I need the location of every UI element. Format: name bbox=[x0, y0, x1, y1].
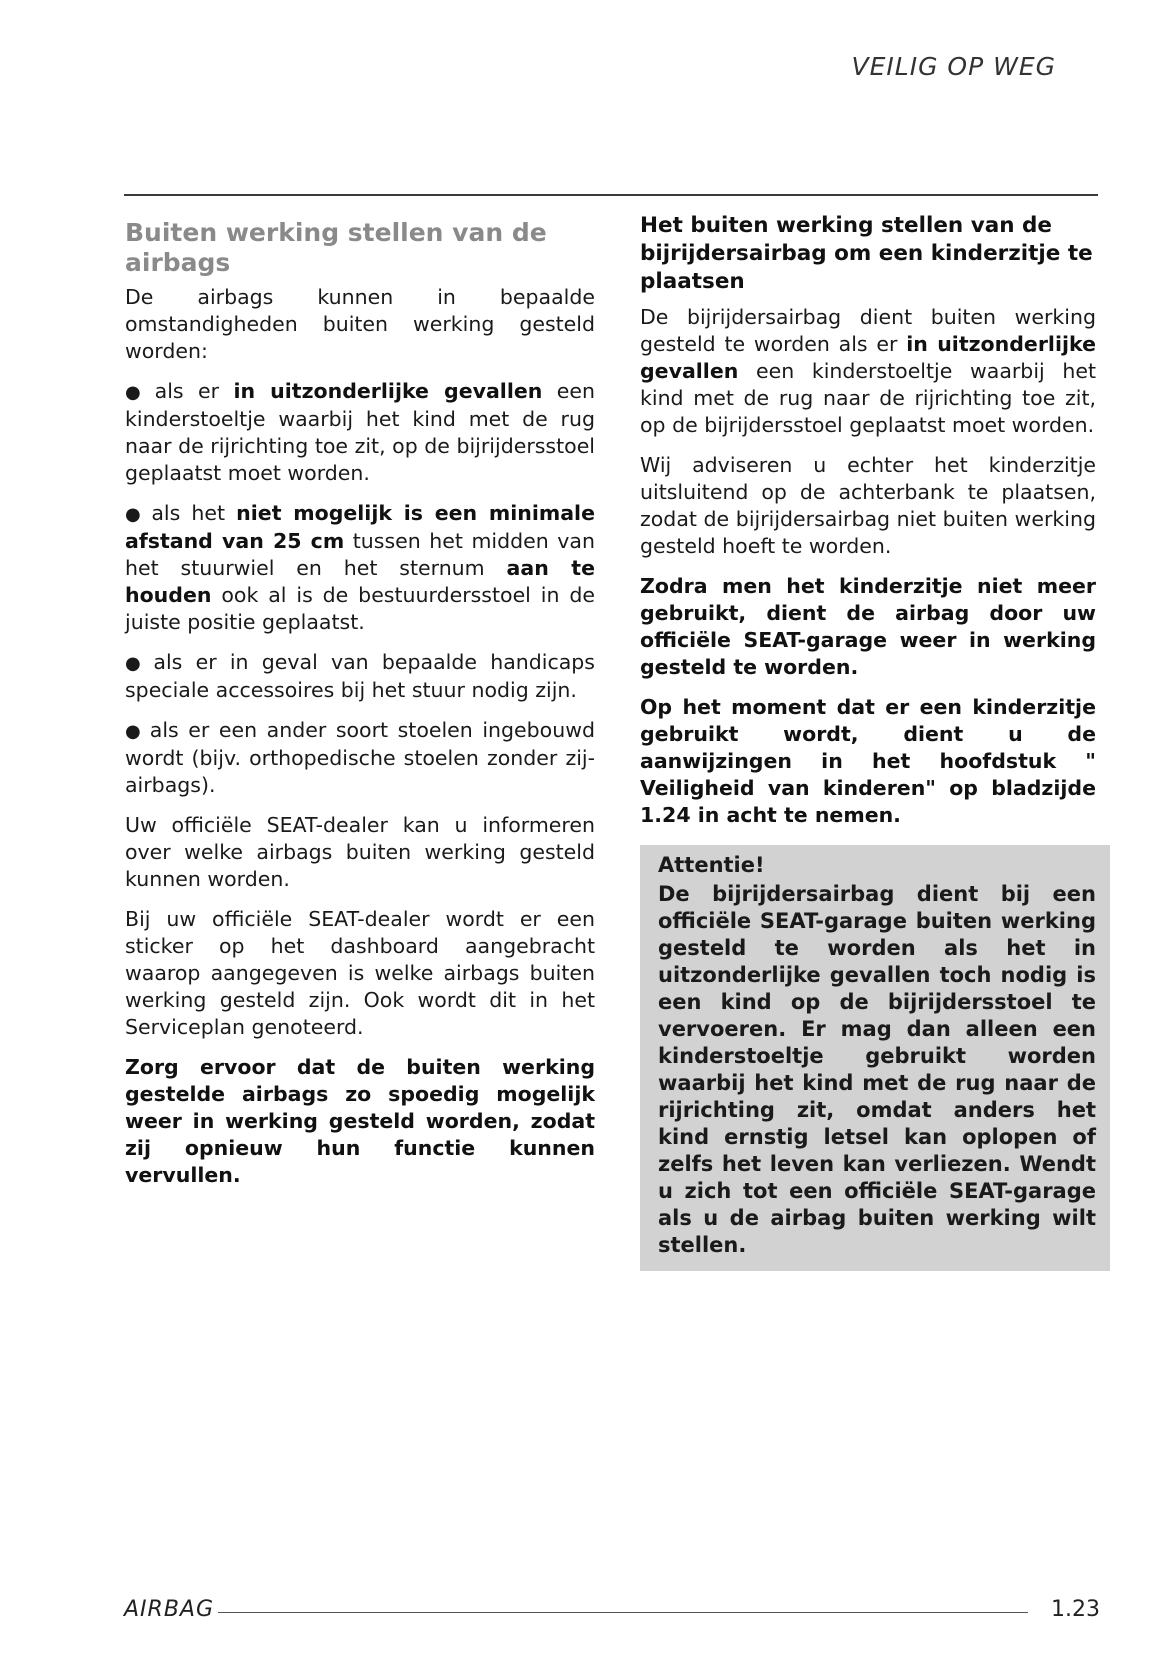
sticker-paragraph: Bij uw officiële SEAT-dealer wordt er een sticker op het dashboard aangebracht waarop aangegeven is welke airbags buiten werking gesteld zijn. Ook wordt dit in het Serviceplan genoteerd. bbox=[125, 907, 595, 1039]
footer-section: AIRBAG bbox=[124, 1597, 215, 1622]
warning-text: De bijrijdersairbag dient bij een officiële SEAT-garage buiten werking gesteld te worden als het in uitzonderlijke gevallen toch nodig is een kind op de bijrijdersstoel te vervoeren. Er mag dan alleen een kinderstoeltje gebruikt worden waarbij het kind met de rug naar de rijrichting zit, omdat anders het kind ernstig letsel kan oplopen of zelfs het leven kan verliezen. Wendt u zich tot een officiële SEAT-garage als u de airbag buiten werking wilt stellen. bbox=[658, 882, 1096, 1257]
subsection-title: Het buiten werking stellen van de bijrijdersairbag om een kinderzitje te plaatsen bbox=[640, 213, 1093, 294]
footer-rule bbox=[218, 1612, 1028, 1613]
bullet-item-2: ● als het niet mogelijk is een minimale afstand van 25 cm tussen het midden van het stuurwiel en het sternum aan te houden ook al is de bestuurdersstoel in de juiste positie geplaatst. bbox=[125, 501, 595, 634]
reactivate-paragraph: Zorg ervoor dat de buiten werking gestelde airbags zo spoedig mogelijk weer in werking gesteld worden, zodat zij opnieuw hun functie kunnen vervullen. bbox=[125, 1055, 595, 1187]
warning-box bbox=[640, 845, 1110, 1271]
page-footer bbox=[124, 1597, 1100, 1627]
reactivate-garage-paragraph: Zodra men het kinderzitje niet meer gebruikt, dient de airbag door uw officiële SEAT-garage weer in werking gesteld te worden. bbox=[640, 574, 1096, 679]
bullet-item-1: ● als er in uitzonderlijke gevallen een kinderstoeltje waarbij het kind met de rug naar de rijrichting toe zit, op de bijrijdersstoel geplaatst moet worden. bbox=[125, 379, 596, 485]
page-number: 1.23 bbox=[1051, 1597, 1100, 1622]
bullet-icon: ● bbox=[125, 382, 149, 403]
bullet-item-3: ● als er in geval van bepaalde handicaps speciale accessoires bij het stuur nodig zijn. bbox=[125, 650, 595, 702]
left-column bbox=[125, 210, 595, 1202]
warning-title: Attentie! bbox=[658, 853, 765, 877]
section-title: Buiten werking stellen van de airbags bbox=[125, 218, 547, 277]
dealer-paragraph: Uw officiële SEAT-dealer kan u informeren over welke airbags buiten werking gesteld kunnen worden. bbox=[125, 813, 595, 891]
intro-paragraph: De airbags kunnen in bepaalde omstandigheden buiten werking gesteld worden: bbox=[125, 285, 595, 363]
header-rule bbox=[124, 194, 1098, 196]
right-column bbox=[640, 210, 1096, 1271]
bullet-icon: ● bbox=[125, 721, 144, 742]
advice-paragraph: Wij adviseren u echter het kinderzitje uitsluitend op de achterbank te plaatsen, zodat de bijrijdersairbag niet buiten werking gesteld hoeft te worden. bbox=[640, 453, 1096, 558]
bullet-icon: ● bbox=[125, 653, 148, 674]
bullet-icon: ● bbox=[125, 504, 146, 525]
passenger-airbag-paragraph: De bijrijdersairbag dient buiten werking gesteld te worden als er in uitzonderlijke gevallen een kinderstoeltje waarbij het kind met de rug naar de rijrichting toe zit, op de bijrijdersstoel geplaatst moet worden. bbox=[640, 305, 1096, 437]
instructions-paragraph: Op het moment dat er een kinderzitje gebruikt wordt, dient u de aanwijzingen in het hoofdstuk " Veiligheid van kinderen" op bladzijde 1.24 in acht te nemen. bbox=[640, 695, 1096, 827]
bullet-item-4: ● als er een ander soort stoelen ingebouwd wordt (bijv. orthopedische stoelen zonder zij-airbags). bbox=[125, 718, 595, 797]
running-header: VEILIG OP WEG bbox=[851, 52, 1056, 81]
